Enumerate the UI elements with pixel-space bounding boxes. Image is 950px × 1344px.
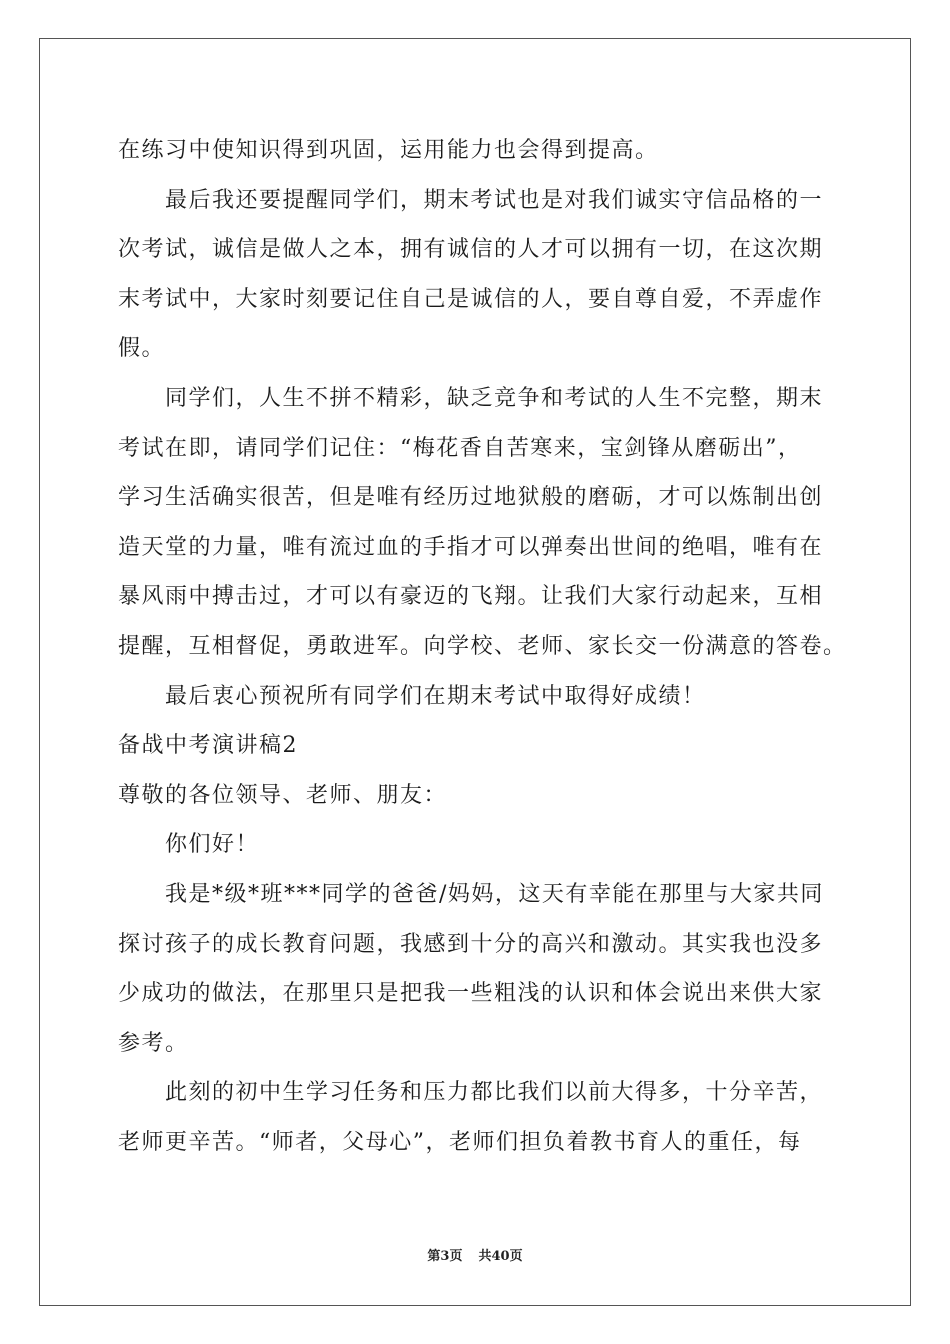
- greeting: 你们好！: [165, 832, 260, 858]
- text-line-18: 少成功的做法，在那里只是把我一些粗浅的认识和体会说出来供大家: [118, 981, 824, 1007]
- text-line-21: 老师更辛苦。“师者，父母心”，老师们担负着教书育人的重任，每: [118, 1129, 802, 1155]
- text-line-12: 最后衷心预祝所有同学们在期末考试中取得好成绩！: [165, 683, 706, 709]
- text-line-11: 提醒，互相督促，勇敢进军。向学校、老师、家长交一份满意的答卷。: [118, 633, 847, 659]
- text-line-3: 次考试，诚信是做人之本，拥有诚信的人才可以拥有一切，在这次期: [118, 237, 824, 263]
- footer-total-unit: 页: [509, 1249, 523, 1264]
- document-body: [118, 126, 847, 1167]
- footer-prefix: 第: [427, 1249, 441, 1264]
- text-line-10: 暴风雨中搏击过，才可以有豪迈的飞翔。让我们大家行动起来，互相: [118, 584, 824, 610]
- text-line-5: 假。: [118, 336, 166, 362]
- text-line-6: 同学们，人生不拼不精彩，缺乏竞争和考试的人生不完整，期末: [165, 385, 824, 411]
- footer-current-page: 3: [440, 1249, 450, 1264]
- text-line-2: 最后我还要提醒同学们，期末考试也是对我们诚实守信品格的一: [165, 187, 824, 213]
- text-line-19: 参考。: [118, 1030, 189, 1056]
- section-heading: 备战中考演讲稿2: [118, 733, 298, 759]
- text-line-8: 学习生活确实很苦，但是唯有经历过地狱般的磨砺，才可以炼制出创: [118, 485, 824, 511]
- text-line-4: 末考试中，大家时刻要记住自己是诚信的人，要自尊自爱，不弄虚作: [118, 286, 824, 312]
- page-footer: [0, 1245, 950, 1264]
- footer-total-pages: 40: [491, 1249, 510, 1264]
- footer-page-unit: 页: [449, 1249, 463, 1264]
- salutation: 尊敬的各位领导、老师、朋友：: [118, 782, 448, 808]
- text-line-17: 探讨孩子的成长教育问题，我感到十分的高兴和激动。其实我也没多: [118, 931, 824, 957]
- text-line-9: 造天堂的力量，唯有流过血的手指才可以弹奏出世间的绝唱，唯有在: [118, 534, 824, 560]
- text-line-20: 此刻的初中生学习任务和压力都比我们以前大得多，十分辛苦，: [165, 1080, 824, 1106]
- text-line-7: 考试在即，请同学们记住：“梅花香自苦寒来，宝剑锋从磨砺出”，: [118, 435, 802, 461]
- text-line-1: 在练习中使知识得到巩固，运用能力也会得到提高。: [118, 138, 659, 163]
- text-line-16: 我是*级*班***同学的爸爸/妈妈，这天有幸能在那里与大家共同: [165, 881, 824, 907]
- footer-total-prefix: 共: [478, 1249, 492, 1264]
